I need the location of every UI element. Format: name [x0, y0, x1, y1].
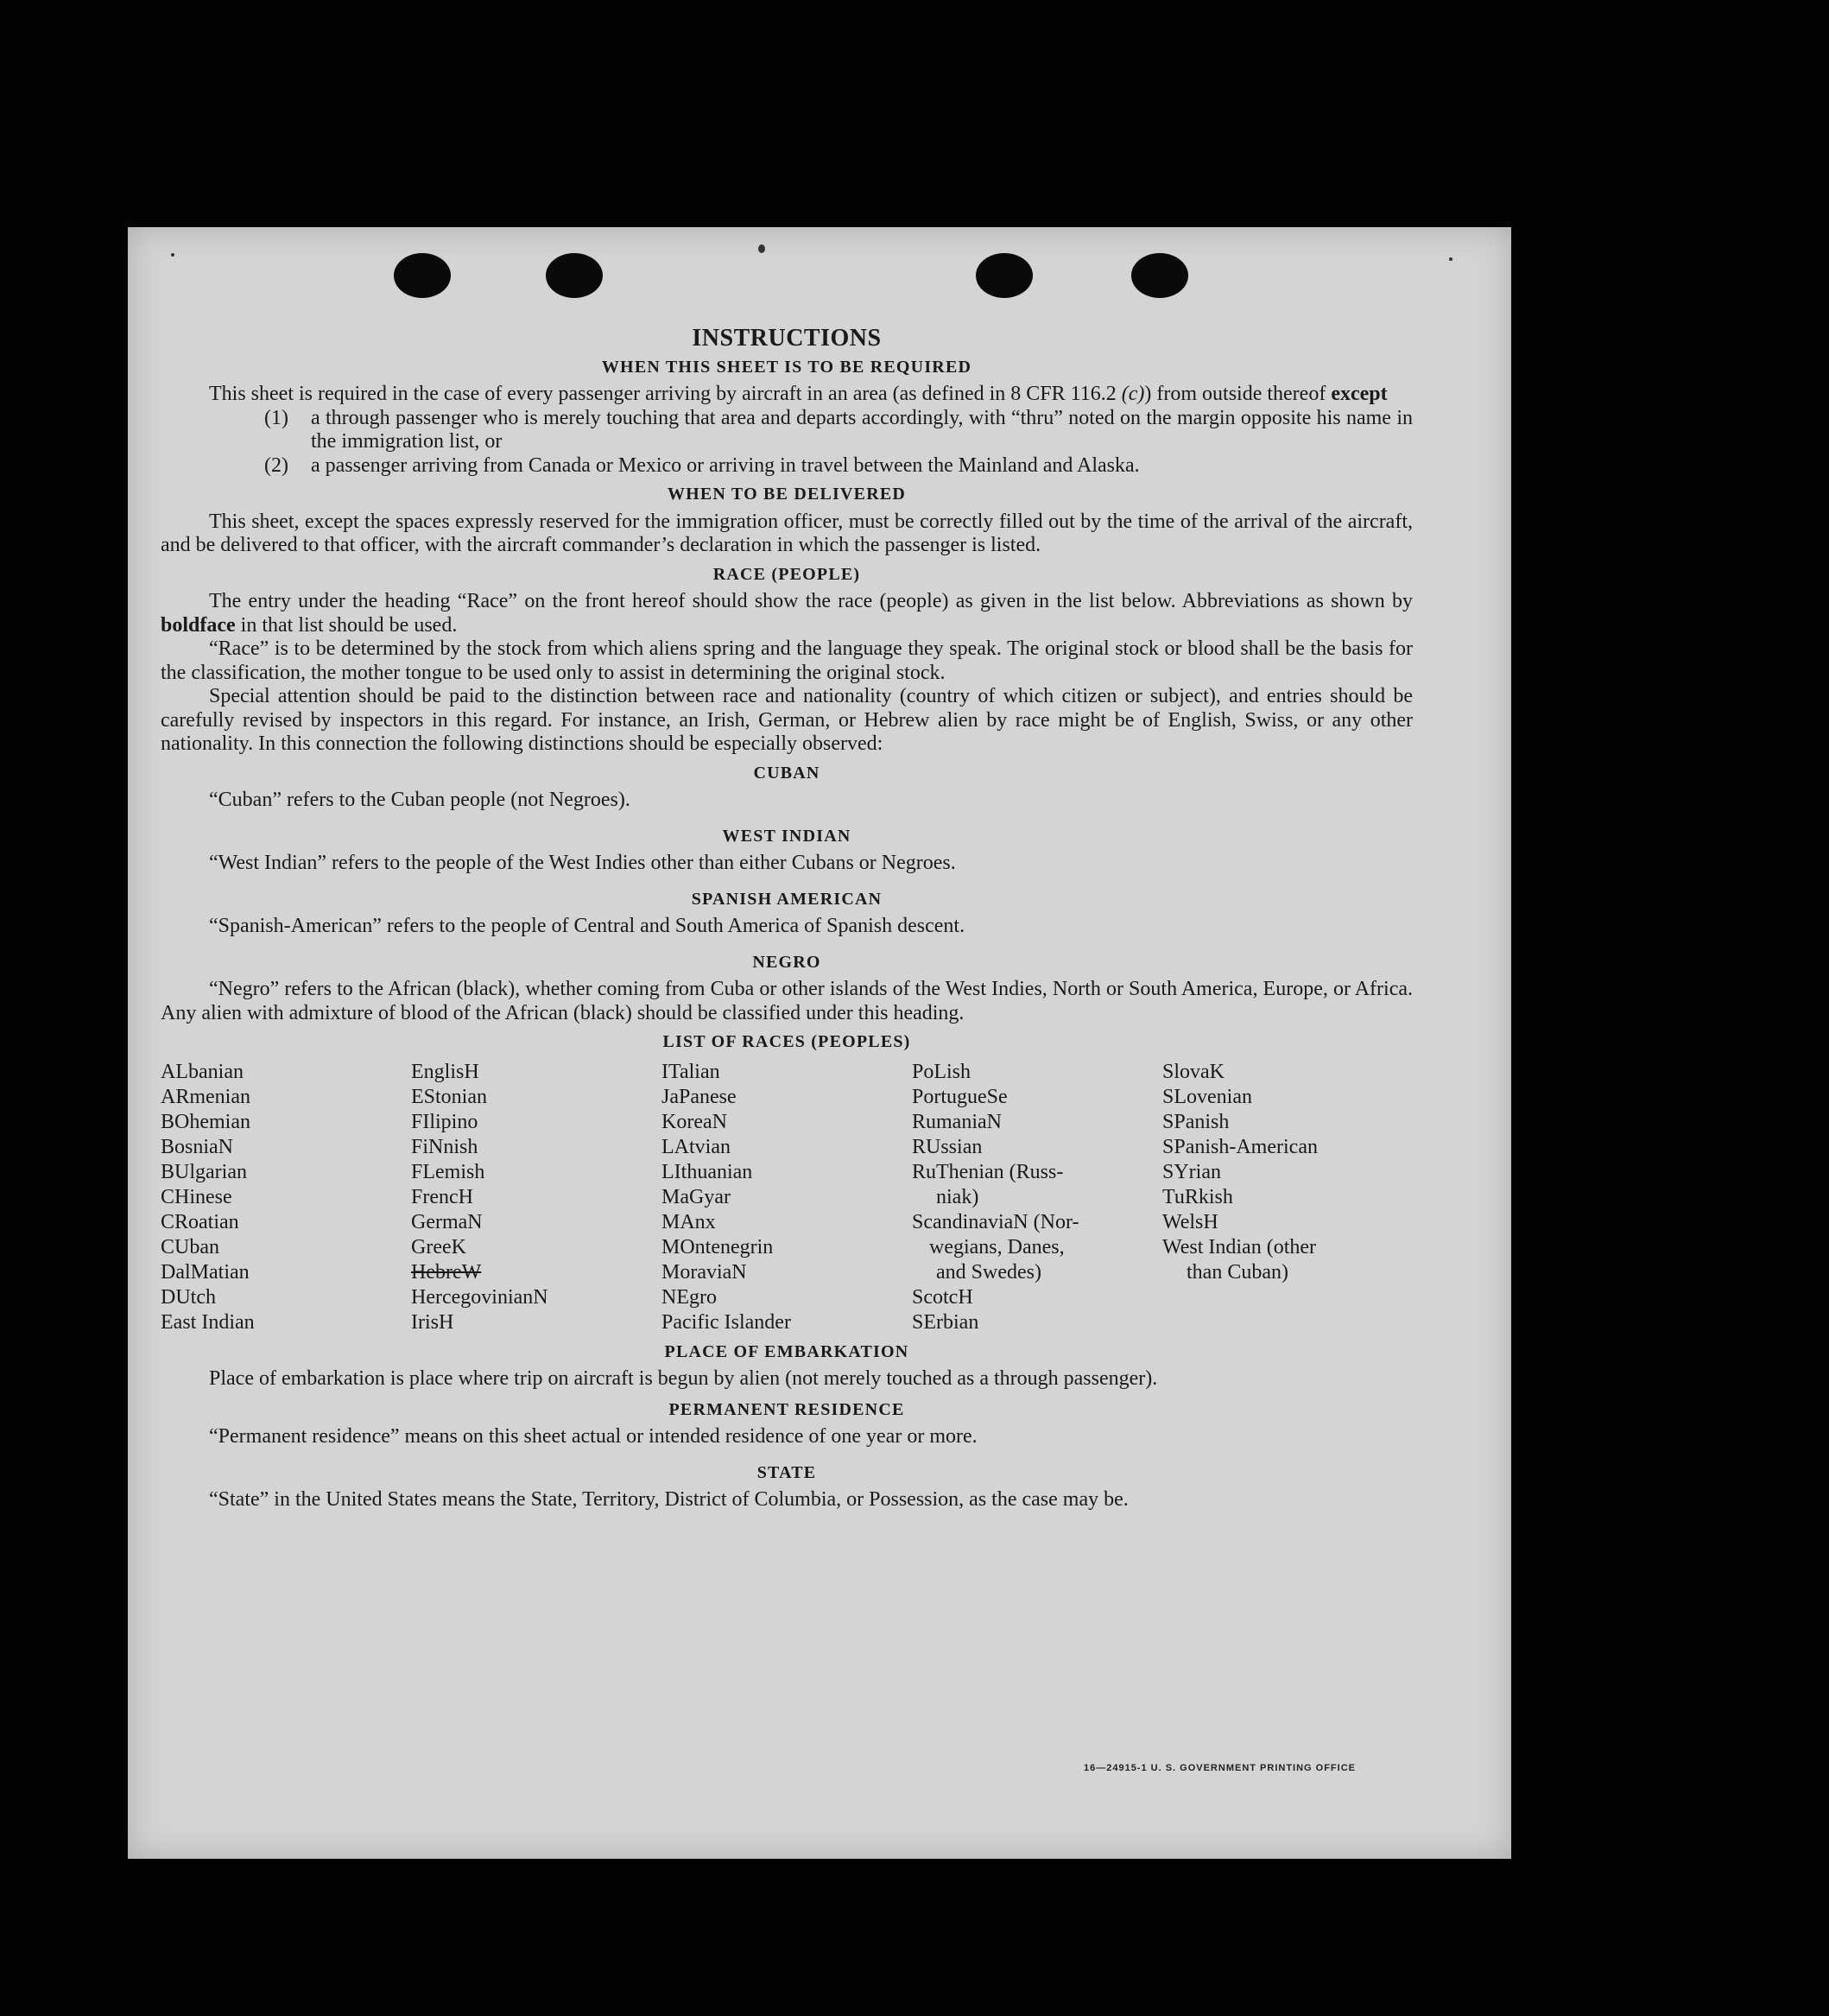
section-heading-west-indian: WEST INDIAN	[722, 826, 851, 846]
race-entry: than Cuban)	[1187, 1260, 1288, 1284]
punch-hole	[976, 253, 1033, 298]
race-paragraph-2: “Race” is to be determined by the stock from which aliens spring and the language they speak. The original stock or blood shall be the basis for the classification, the mother tongue to be used only to assist in determining the original stock.	[161, 637, 1413, 684]
section-heading-negro: NEGRO	[752, 952, 821, 972]
exception-item-2	[161, 454, 1413, 479]
race-entry: SLovenian	[1162, 1085, 1252, 1108]
punch-hole	[546, 253, 603, 298]
race-entry: JaPanese	[661, 1085, 737, 1108]
section-heading-delivered: WHEN TO BE DELIVERED	[667, 485, 907, 504]
intro-text-mid: ) from outside thereof	[1144, 383, 1326, 405]
spanish-american-text: “Spanish-American” refers to the people of Central and South America of Spanish descent.	[209, 915, 965, 937]
race-entry: ITalian	[661, 1060, 720, 1083]
negro-text: “Negro” refers to the African (black), whether coming from Cuba or other islands of the West Indies, North or South America, Europe, or Africa. Any alien with admixture of blood of the African (black) should be classified under this heading.	[161, 978, 1413, 1024]
race-entry: MOntenegrin	[661, 1235, 774, 1258]
race-entry: ScotcH	[912, 1285, 973, 1309]
race-entry: EStonian	[411, 1085, 487, 1108]
intro-except: except	[1331, 383, 1388, 405]
boldface-word: boldface	[161, 613, 236, 637]
race-entry-struck: HebreW	[411, 1260, 482, 1284]
race-entry: ARmenian	[161, 1085, 250, 1108]
race-entry: ScandinaviaN (Nor-	[912, 1210, 1079, 1233]
punch-hole	[394, 253, 451, 298]
race-entry: wegians, Danes,	[929, 1235, 1065, 1258]
document-title: INSTRUCTIONS	[692, 325, 882, 352]
race-entry: SPanish	[1162, 1110, 1230, 1133]
race-entry: GreeK	[411, 1235, 466, 1258]
section-heading-residence: PERMANENT RESIDENCE	[668, 1399, 905, 1419]
race-entry: BOhemian	[161, 1110, 250, 1133]
delivered-text: This sheet, except the spaces expressly reserved for the immigration officer, must be correctly filled out by the time of the arrival of the aircraft, and be delivered to that officer, with the aircraft commander’s declaration in which the passenger is listed.	[161, 510, 1413, 556]
race-entry: GermaN	[411, 1210, 483, 1233]
race-text: in that list should be used.	[240, 613, 458, 637]
cuban-text: “Cuban” refers to the Cuban people (not Negroes).	[209, 789, 630, 811]
race-entry: FiNnish	[411, 1135, 478, 1158]
race-entry: EnglisH	[411, 1060, 479, 1083]
race-entry: WelsH	[1162, 1210, 1218, 1233]
race-entry: IrisH	[411, 1310, 454, 1334]
intro-text: This sheet is required in the case of every passenger arriving by aircraft in an area (as defined in 8 CFR 116.2	[209, 383, 1117, 405]
race-entry: NEgro	[661, 1285, 717, 1309]
race-entry: LAtvian	[661, 1135, 731, 1158]
race-entry: Pacific Islander	[661, 1310, 791, 1334]
race-entry: LIthuanian	[661, 1160, 753, 1183]
race-entry: TuRkish	[1162, 1185, 1233, 1208]
printer-imprint: 16—24915-1 U. S. GOVERNMENT PRINTING OFFICE	[1083, 1763, 1356, 1773]
punch-hole	[1131, 253, 1188, 298]
races-column-2	[411, 1060, 661, 1335]
races-column-3	[661, 1060, 912, 1335]
item-text: a passenger arriving from Canada or Mexico or arriving in travel between the Mainland and Alaska.	[311, 453, 1140, 477]
section-heading-embarkation: PLACE OF EMBARKATION	[664, 1341, 909, 1361]
speck	[1449, 257, 1452, 261]
section-heading-cuban: CUBAN	[753, 763, 820, 783]
section-heading-spanish-american: SPANISH AMERICAN	[691, 889, 883, 909]
race-entry: RUssian	[912, 1135, 983, 1158]
west-indian-text: “West Indian” refers to the people of the West Indies other than either Cubans or Negroes.	[209, 852, 956, 874]
residence-text: “Permanent residence” means on this sheet actual or intended residence of one year or more.	[209, 1425, 978, 1448]
race-entry: CHinese	[161, 1185, 232, 1208]
required-intro	[161, 383, 1413, 407]
races-column-4	[912, 1060, 1162, 1335]
race-entry: PoLish	[912, 1060, 971, 1083]
race-entry: SPanish-American	[1162, 1135, 1318, 1158]
race-entry: East Indian	[161, 1310, 255, 1334]
race-paragraph-3: Special attention should be paid to the distinction between race and nationality (country of which citizen or subject), and entries should be carefully revised by inspectors in this regard. For instance, an Irish, German, or Hebrew alien by race might be of English, Swiss, or any other nationality. In this connection the following distinctions should be especially observed:	[161, 685, 1413, 755]
race-entry: and Swedes)	[936, 1260, 1041, 1284]
race-entry: DUtch	[161, 1285, 216, 1309]
race-entry: BosniaN	[161, 1135, 233, 1158]
race-text: The entry under the heading “Race” on the front hereof should show the race (people) as given in the list below. Abbreviations as shown by	[209, 590, 1413, 612]
race-entry: SYrian	[1162, 1160, 1221, 1183]
race-entry: MoraviaN	[661, 1260, 747, 1284]
section-heading-race: RACE (PEOPLE)	[712, 564, 861, 584]
race-entry: CRoatian	[161, 1210, 239, 1233]
item-number: (2)	[264, 453, 288, 477]
section-heading-races-list: LIST OF RACES (PEOPLES)	[662, 1032, 911, 1051]
race-entry: RumaniaN	[912, 1110, 1002, 1133]
speck	[171, 253, 174, 257]
race-entry: HercegovinianN	[411, 1285, 548, 1309]
intro-c: (c)	[1121, 383, 1145, 405]
race-entry: RuThenian (Russ-	[912, 1160, 1064, 1183]
speck	[758, 244, 765, 253]
race-entry: PortugueSe	[912, 1085, 1008, 1108]
race-entry: West Indian (other	[1162, 1235, 1317, 1258]
race-entry: DalMatian	[161, 1260, 250, 1284]
embarkation-text: Place of embarkation is place where trip on aircraft is begun by alien (not merely touched as a through passenger).	[209, 1367, 1158, 1390]
section-heading-state: STATE	[756, 1462, 817, 1482]
document-sheet	[128, 227, 1511, 1859]
race-entry: MaGyar	[661, 1185, 731, 1208]
race-entry: SErbian	[912, 1310, 979, 1334]
race-entry: BUlgarian	[161, 1160, 247, 1183]
race-paragraph-1	[161, 590, 1413, 637]
state-text: “State” in the United States means the State, Territory, District of Columbia, or Possession, as the case may be.	[209, 1488, 1129, 1511]
document-body	[161, 326, 1413, 1512]
exception-item-1	[161, 407, 1413, 454]
races-column-5	[1162, 1060, 1413, 1335]
race-entry: FIlipino	[411, 1110, 478, 1133]
races-list	[161, 1060, 1413, 1335]
race-entry: FLemish	[411, 1160, 485, 1183]
races-column-1	[161, 1060, 411, 1335]
race-entry: MAnx	[661, 1210, 716, 1233]
race-entry: niak)	[936, 1185, 979, 1208]
item-text: a through passenger who is merely touching that area and departs accordingly, with “thru” noted on the margin opposite his name in the immigration list, or	[311, 406, 1413, 453]
race-entry: CUban	[161, 1235, 219, 1258]
section-heading-required: WHEN THIS SHEET IS TO BE REQUIRED	[601, 357, 972, 377]
race-entry: ALbanian	[161, 1060, 244, 1083]
item-number: (1)	[264, 406, 288, 429]
race-entry: KoreaN	[661, 1110, 727, 1133]
race-entry: FrencH	[411, 1185, 473, 1208]
race-entry: SlovaK	[1162, 1060, 1225, 1083]
